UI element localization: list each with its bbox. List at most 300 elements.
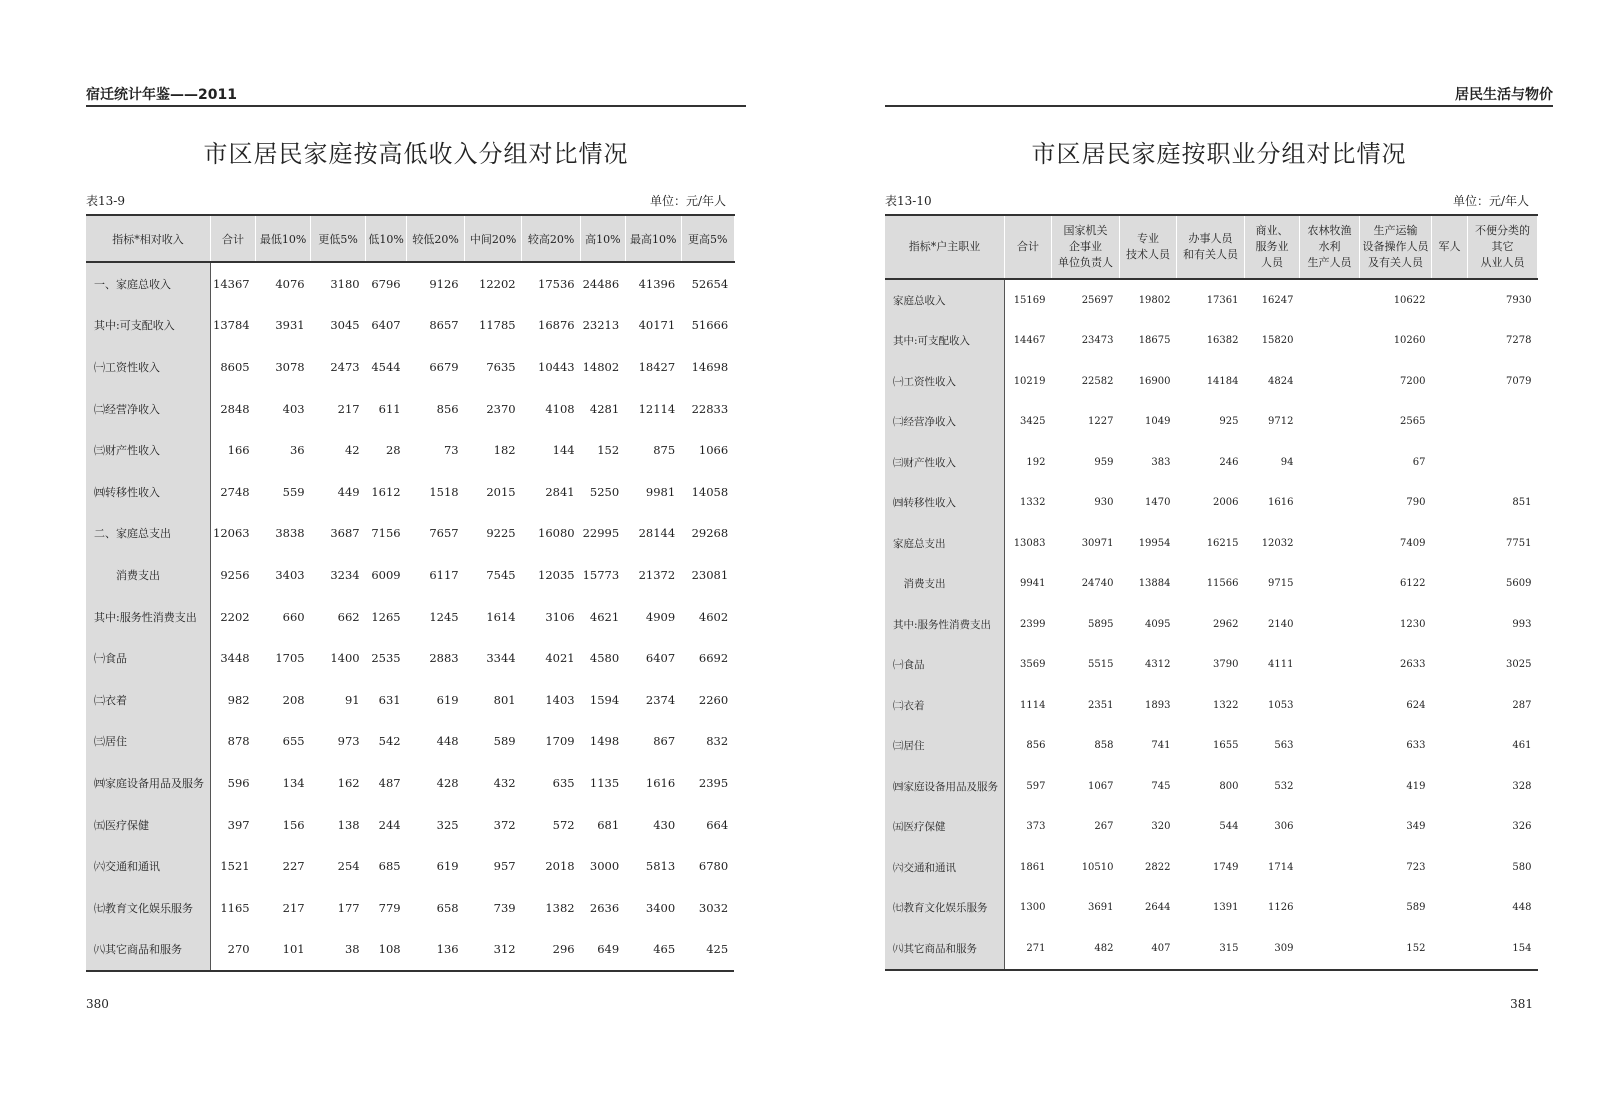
table-cell: 1714 — [1268, 861, 1294, 873]
table-cell: 326 — [1512, 821, 1532, 833]
table-row — [885, 766, 1538, 807]
table-row — [885, 523, 1538, 564]
column-header-line: 中间20% — [469, 232, 517, 246]
table-number: 表13-10 — [885, 194, 932, 208]
table-cell: 4824 — [1268, 375, 1294, 387]
row-label: 消费支出 — [86, 554, 211, 596]
table-cell: 9256 — [220, 567, 250, 582]
table-cell: 2260 — [698, 692, 729, 707]
table-cell: 51666 — [691, 318, 729, 333]
table-row — [885, 442, 1538, 483]
table-row — [86, 637, 734, 679]
table-cell: 29268 — [691, 526, 729, 541]
table-cell: 7635 — [486, 359, 516, 374]
table-cell: 3106 — [545, 609, 575, 624]
table-cell: 580 — [1512, 861, 1532, 873]
table-cell: 73 — [443, 443, 459, 458]
column-header-line: 生产人员 — [1307, 256, 1352, 269]
column-header — [1005, 215, 1052, 279]
table-cell: 6009 — [371, 567, 401, 582]
table-header-row — [86, 215, 734, 262]
row-label: ㈡衣着 — [86, 679, 211, 721]
table-cell: 7657 — [429, 526, 459, 541]
table-row — [885, 807, 1538, 848]
row-label: ㈡衣着 — [885, 685, 1005, 726]
column-header-line: 服务业 — [1255, 240, 1289, 253]
unit-label: 单位：元/年人 — [649, 194, 726, 208]
column-header-line: 最低10% — [259, 232, 307, 246]
table-cell: 217 — [337, 401, 360, 416]
column-header-line: 军人 — [1438, 240, 1461, 253]
row-label: ㈤医疗保健 — [86, 804, 211, 846]
page-number: 380 — [86, 997, 109, 1011]
column-header — [1432, 215, 1468, 279]
table-cell: 930 — [1094, 497, 1114, 509]
unit-label: 单位：元/年人 — [1452, 194, 1529, 208]
table-cell: 9225 — [486, 526, 516, 541]
column-header-line: 低10% — [368, 232, 404, 246]
table-cell: 1705 — [275, 651, 305, 666]
table-cell: 5813 — [645, 859, 676, 874]
column-header-line: 办事人员 — [1188, 232, 1233, 245]
table-cell: 1612 — [371, 484, 401, 499]
row-label: ㈠食品 — [86, 637, 211, 679]
column-header — [1360, 215, 1432, 279]
table-cell: 30971 — [1081, 537, 1114, 549]
table-cell: 1126 — [1268, 902, 1294, 914]
column-header — [885, 215, 1005, 279]
column-header-line: 其它 — [1491, 240, 1514, 253]
column-header — [1468, 215, 1538, 279]
table-cell: 1332 — [1020, 497, 1046, 509]
table-cell: 563 — [1274, 740, 1294, 752]
table-cell: 136 — [407, 929, 465, 972]
row-label: ㈢居住 — [86, 721, 211, 763]
table-cell: 790 — [1406, 497, 1426, 509]
table-row — [885, 847, 1538, 888]
table-cell: 4580 — [589, 651, 620, 666]
table-cell: 13784 — [213, 318, 250, 333]
column-header — [86, 215, 211, 262]
column-header — [1177, 215, 1245, 279]
table-cell — [1432, 564, 1468, 605]
table-cell: 559 — [282, 484, 305, 499]
table-row — [885, 402, 1538, 443]
table-cell — [1432, 402, 1468, 443]
table-cell: 16215 — [1206, 537, 1239, 549]
table-cell: 2015 — [486, 484, 516, 499]
table-cell: 328 — [1512, 780, 1532, 792]
table-cell: 3403 — [275, 567, 305, 582]
table-cell: 2351 — [1088, 699, 1114, 711]
table-cell: 397 — [227, 817, 250, 832]
table-cell: 867 — [653, 734, 676, 749]
table-row — [885, 279, 1538, 321]
table-cell: 851 — [1512, 497, 1532, 509]
table-cell: 24486 — [582, 276, 620, 291]
row-label: ㈢居住 — [885, 726, 1005, 767]
table-row — [885, 645, 1538, 686]
table-cell: 14367 — [213, 276, 250, 291]
table-cell: 17536 — [538, 276, 575, 291]
table-cell: 315 — [1177, 928, 1245, 970]
table-cell: 18427 — [638, 359, 676, 374]
table-cell: 41396 — [638, 276, 676, 291]
column-header — [1245, 215, 1300, 279]
table-cell: 270 — [211, 929, 256, 972]
table-row — [86, 388, 734, 430]
table-cell: 2644 — [1145, 902, 1171, 914]
table-cell: 597 — [1026, 780, 1046, 792]
table-cell: 2822 — [1145, 861, 1171, 873]
table-cell — [1300, 766, 1360, 807]
table-cell — [1432, 483, 1468, 524]
table-cell — [1432, 321, 1468, 362]
table-cell: 4602 — [698, 609, 729, 624]
table-cell: 2636 — [589, 900, 620, 915]
column-header-line: 单位负责人 — [1058, 256, 1113, 269]
table-cell: 19802 — [1138, 294, 1171, 306]
table-row — [885, 928, 1538, 970]
table-cell: 24740 — [1081, 578, 1114, 590]
column-header — [465, 215, 522, 262]
table-cell: 589 — [1406, 902, 1426, 914]
table-cell: 16876 — [538, 318, 575, 333]
column-header-line: 合计 — [1017, 240, 1039, 253]
table-cell: 373 — [1026, 821, 1046, 833]
table-cell: 6692 — [698, 651, 729, 666]
table-cell — [1432, 645, 1468, 686]
table-cell: 856 — [436, 401, 459, 416]
table-cell: 532 — [1274, 780, 1294, 792]
table-cell: 7278 — [1506, 335, 1532, 347]
table-title: 市区居民家庭按高低收入分组对比情况 — [203, 140, 629, 168]
table-cell: 2748 — [220, 484, 250, 499]
table-cell: 723 — [1406, 861, 1426, 873]
table-cell: 745 — [1151, 780, 1171, 792]
table-cell: 662 — [337, 609, 360, 624]
table-cell: 2841 — [545, 484, 575, 499]
row-label: 二、家庭总支出 — [86, 513, 211, 555]
table-cell: 10219 — [1013, 375, 1046, 387]
table-cell: 154 — [1468, 928, 1538, 970]
column-header-line: 合计 — [222, 232, 245, 246]
table-cell: 28 — [385, 443, 401, 458]
table-cell: 15773 — [582, 567, 620, 582]
table-cell: 2374 — [645, 692, 676, 707]
table-cell — [1300, 928, 1360, 970]
table-cell: 403 — [282, 401, 305, 416]
column-header-line: 指标*相对收入 — [112, 232, 184, 246]
table-row — [885, 726, 1538, 767]
table-cell: 3180 — [330, 276, 360, 291]
table-cell: 6796 — [371, 276, 401, 291]
table-cell — [1432, 361, 1468, 402]
table-cell: 134 — [282, 775, 305, 790]
occupation-group-table — [885, 214, 1538, 971]
table-cell: 246 — [1219, 456, 1239, 468]
row-label: ㈣家庭设备用品及服务 — [86, 762, 211, 804]
table-cell: 589 — [493, 734, 516, 749]
table-cell: 10260 — [1393, 335, 1426, 347]
table-cell: 858 — [1094, 740, 1114, 752]
table-title: 市区居民家庭按职业分组对比情况 — [1031, 140, 1407, 168]
column-header-line: 农林牧渔 — [1307, 224, 1352, 237]
table-row — [86, 762, 734, 804]
table-cell — [1468, 442, 1538, 483]
table-cell: 306 — [1274, 821, 1294, 833]
table-cell: 23081 — [691, 567, 729, 582]
row-label: ㈠工资性收入 — [885, 361, 1005, 402]
table-cell: 482 — [1052, 928, 1120, 970]
row-label: ㈧其它商品和服务 — [885, 928, 1005, 970]
table-cell: 2565 — [1400, 416, 1426, 428]
table-cell: 4281 — [589, 401, 620, 416]
page-number: 381 — [1510, 997, 1533, 1011]
table-row — [86, 429, 734, 471]
table-cell: 856 — [1026, 740, 1046, 752]
table-cell: 309 — [1245, 928, 1300, 970]
table-cell: 28144 — [638, 526, 676, 541]
table-cell: 2202 — [220, 609, 250, 624]
table-cell: 633 — [1406, 740, 1426, 752]
column-header-line: 企事业 — [1069, 240, 1102, 253]
table-cell: 6122 — [1400, 578, 1426, 590]
column-header-line: 较低20% — [412, 232, 459, 246]
table-cell: 19954 — [1138, 537, 1171, 549]
column-header — [522, 215, 581, 262]
column-header-line: 高10% — [585, 232, 621, 246]
table-cell: 973 — [337, 734, 360, 749]
table-cell: 3448 — [220, 651, 250, 666]
table-row — [885, 888, 1538, 929]
table-cell: 487 — [378, 775, 401, 790]
table-cell: 3025 — [1506, 659, 1532, 671]
table-cell: 267 — [1094, 821, 1114, 833]
table-cell: 9981 — [645, 484, 676, 499]
row-label: 家庭总支出 — [885, 523, 1005, 564]
row-label: ㈡经营净收入 — [86, 388, 211, 430]
table-row — [86, 721, 734, 763]
table-row — [86, 262, 734, 305]
table-cell: 6117 — [429, 567, 459, 582]
table-cell: 320 — [1151, 821, 1171, 833]
table-cell: 2962 — [1213, 618, 1239, 630]
column-header-line: 专业 — [1137, 232, 1159, 245]
row-label: ㈢财产性收入 — [885, 442, 1005, 483]
table-cell: 138 — [337, 817, 360, 832]
table-cell: 12114 — [638, 401, 676, 416]
table-row — [885, 604, 1538, 645]
table-cell: 3838 — [275, 526, 305, 541]
table-cell: 1403 — [545, 692, 575, 707]
table-cell: 22995 — [582, 526, 620, 541]
table-cell: 419 — [1406, 780, 1426, 792]
table-cell: 5515 — [1088, 659, 1114, 671]
table-cell: 2018 — [545, 859, 575, 874]
table-cell: 982 — [227, 692, 250, 707]
table-cell: 2633 — [1400, 659, 1426, 671]
table-cell: 14698 — [691, 359, 729, 374]
table-cell — [1300, 361, 1360, 402]
table-cell: 660 — [282, 609, 305, 624]
row-label: 家庭总收入 — [885, 279, 1005, 321]
row-label: 其中:可支配收入 — [86, 305, 211, 347]
table-cell: 800 — [1219, 780, 1239, 792]
table-cell: 7079 — [1506, 375, 1532, 387]
table-meta — [885, 192, 1553, 208]
table-cell: 22582 — [1081, 375, 1114, 387]
table-cell — [1300, 279, 1360, 321]
column-header — [366, 215, 407, 262]
table-cell: 38 — [311, 929, 366, 972]
table-cell: 4108 — [545, 401, 575, 416]
table-cell: 254 — [337, 859, 360, 874]
table-cell: 2140 — [1268, 618, 1294, 630]
table-cell: 2473 — [330, 359, 360, 374]
table-cell — [1300, 321, 1360, 362]
table-cell: 542 — [378, 734, 401, 749]
table-cell: 156 — [282, 817, 305, 832]
row-label: 其中:服务性消费支出 — [885, 604, 1005, 645]
table-cell: 10443 — [538, 359, 575, 374]
table-cell: 9941 — [1020, 578, 1046, 590]
table-cell: 544 — [1219, 821, 1239, 833]
table-cell: 40171 — [638, 318, 676, 333]
row-label: ㈣转移性收入 — [86, 471, 211, 513]
table-cell: 287 — [1512, 699, 1532, 711]
table-cell: 4544 — [371, 359, 401, 374]
table-cell: 3931 — [275, 318, 305, 333]
table-cell: 4111 — [1268, 659, 1294, 671]
table-cell — [1432, 442, 1468, 483]
table-cell: 1322 — [1213, 699, 1239, 711]
table-row — [86, 596, 734, 638]
table-cell — [1300, 483, 1360, 524]
row-label: ㈦教育文化娱乐服务 — [885, 888, 1005, 929]
table-cell: 6407 — [371, 318, 401, 333]
table-cell: 7409 — [1400, 537, 1426, 549]
column-header — [1300, 215, 1360, 279]
table-row — [86, 845, 734, 887]
table-row — [86, 887, 734, 929]
table-cell: 449 — [337, 484, 360, 499]
table-cell: 572 — [552, 817, 575, 832]
table-cell — [1300, 402, 1360, 443]
table-cell: 16900 — [1138, 375, 1171, 387]
table-cell: 5895 — [1088, 618, 1114, 630]
table-cell — [1432, 928, 1468, 970]
table-row — [885, 483, 1538, 524]
table-cell: 152 — [597, 443, 620, 458]
column-header — [1120, 215, 1177, 279]
table-cell: 2399 — [1020, 618, 1046, 630]
table-cell — [1432, 604, 1468, 645]
table-cell: 16247 — [1261, 294, 1294, 306]
table-cell: 3687 — [330, 526, 360, 541]
running-head: 宿迁统计年鉴——2011 — [86, 85, 746, 107]
table-cell: 14184 — [1206, 375, 1239, 387]
table-cell — [1300, 564, 1360, 605]
table-cell: 2395 — [698, 775, 729, 790]
table-cell: 14058 — [691, 484, 729, 499]
table-cell — [1300, 442, 1360, 483]
row-label: 消费支出 — [885, 564, 1005, 605]
table-cell: 619 — [436, 692, 459, 707]
column-header — [407, 215, 465, 262]
table-cell — [1432, 685, 1468, 726]
table-cell — [1300, 685, 1360, 726]
table-cell: 177 — [337, 900, 360, 915]
income-group-table — [86, 214, 735, 972]
table-row — [86, 929, 734, 972]
table-cell: 1709 — [545, 734, 575, 749]
row-label: ㈣家庭设备用品及服务 — [885, 766, 1005, 807]
left-page — [86, 0, 746, 1099]
table-cell: 10622 — [1393, 294, 1426, 306]
table-cell: 15820 — [1261, 335, 1294, 347]
table-cell: 407 — [1120, 928, 1177, 970]
table-row — [86, 513, 734, 555]
table-cell — [1432, 279, 1468, 321]
table-cell: 1300 — [1020, 902, 1046, 914]
table-cell: 152 — [1360, 928, 1432, 970]
column-header-line: 从业人员 — [1480, 256, 1525, 269]
column-header-line: 生产运输 — [1373, 224, 1418, 237]
table-cell: 2535 — [371, 651, 401, 666]
table-header-row — [885, 215, 1538, 279]
table-cell: 4095 — [1145, 618, 1171, 630]
table-cell: 4909 — [645, 609, 676, 624]
table-cell: 4312 — [1145, 659, 1171, 671]
table-cell: 23213 — [582, 318, 620, 333]
row-label: 一、家庭总收入 — [86, 262, 211, 305]
table-cell: 3078 — [275, 359, 305, 374]
table-cell: 1114 — [1020, 699, 1046, 711]
table-cell: 739 — [493, 900, 516, 915]
table-cell: 94 — [1280, 456, 1294, 468]
table-cell: 3691 — [1088, 902, 1114, 914]
table-cell: 3032 — [698, 900, 729, 915]
table-cell: 25697 — [1081, 294, 1114, 306]
table-cell: 1594 — [589, 692, 620, 707]
table-cell: 779 — [378, 900, 401, 915]
column-header — [311, 215, 366, 262]
table-cell: 67 — [1412, 456, 1426, 468]
table-cell: 3790 — [1213, 659, 1239, 671]
table-row — [86, 305, 734, 347]
table-cell — [1300, 888, 1360, 929]
table-cell: 372 — [493, 817, 516, 832]
table-cell — [1432, 847, 1468, 888]
table-cell: 91 — [344, 692, 360, 707]
table-cell: 14467 — [1013, 335, 1046, 347]
table-cell: 3425 — [1020, 416, 1046, 428]
table-cell: 832 — [706, 734, 729, 749]
table-cell: 21372 — [638, 567, 676, 582]
column-header-line: 及有关人员 — [1368, 256, 1423, 269]
table-cell: 1227 — [1088, 416, 1114, 428]
table-cell: 658 — [436, 900, 459, 915]
column-header-line: 设备操作人员 — [1362, 240, 1429, 253]
column-header-line: 指标*户主职业 — [908, 240, 981, 253]
table-cell: 624 — [1406, 699, 1426, 711]
table-cell: 16080 — [538, 526, 575, 541]
column-header — [1052, 215, 1120, 279]
column-header — [256, 215, 311, 262]
table-cell: 925 — [1219, 416, 1239, 428]
table-cell: 3045 — [330, 318, 360, 333]
